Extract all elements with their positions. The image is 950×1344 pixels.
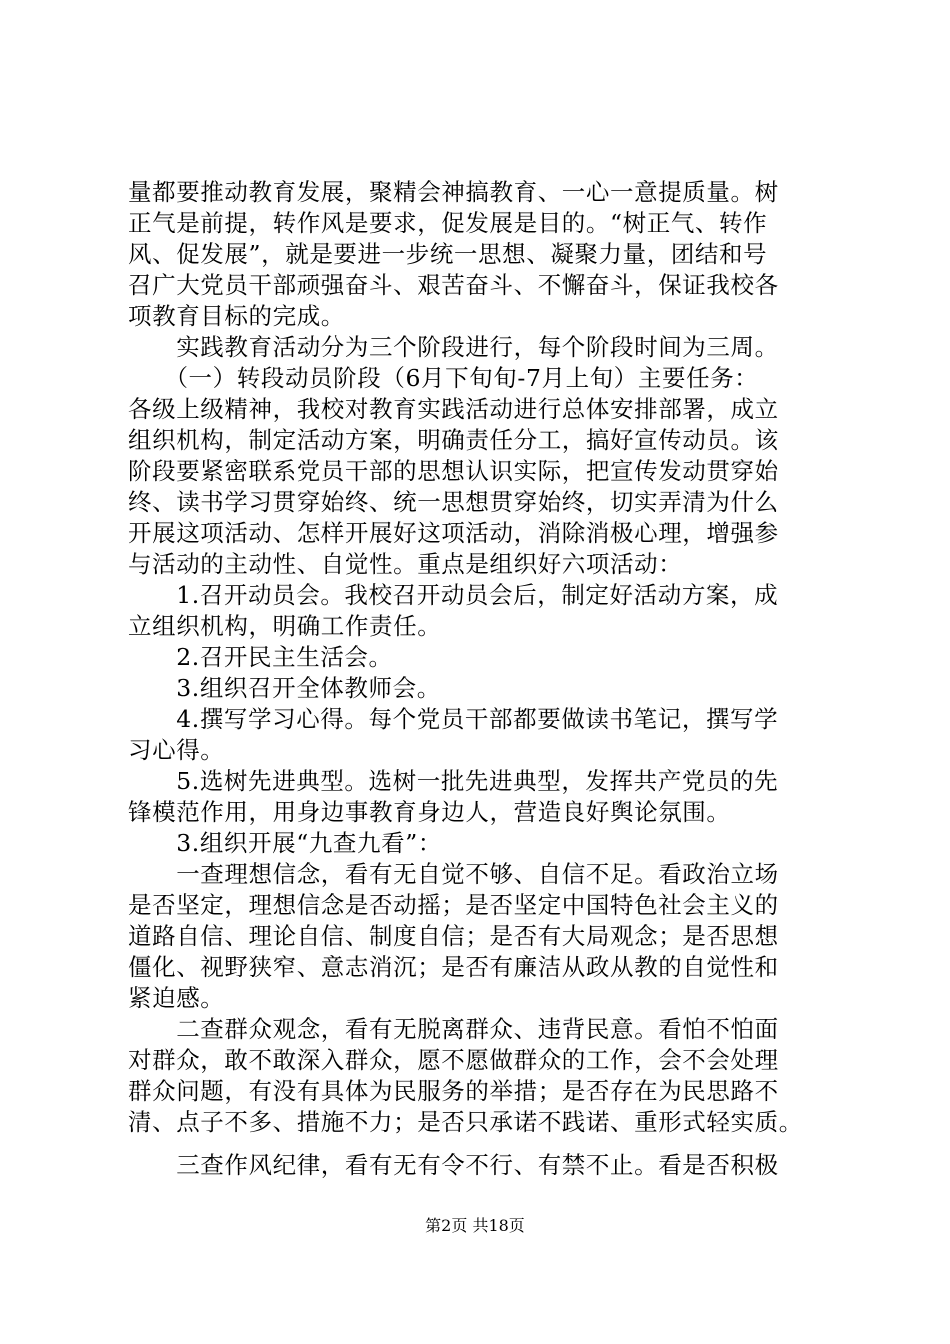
text-line: （一）转段动员阶段（6月下旬旬-7月上旬）主要任务： xyxy=(128,364,759,392)
text-line: 道路自信、理论自信、制度自信；是否有大局观念；是否思想 xyxy=(128,922,779,950)
text-line: 习心得。 xyxy=(128,736,225,764)
text-line: 清、点子不多、措施不力；是否只承诺不践诺、重形式轻实质。 xyxy=(128,1108,803,1136)
text-line: 对群众，敢不敢深入群众，愿不愿做群众的工作，会不会处理 xyxy=(128,1046,779,1074)
text-line: 3.组织开展“九查九看”： xyxy=(128,829,442,857)
text-line: 实践教育活动分为三个阶段进行，每个阶段时间为三周。 xyxy=(128,333,779,361)
text-line: 是否坚定，理想信念是否动摇；是否坚定中国特色社会主义的 xyxy=(128,891,779,919)
text-line: 各级上级精神，我校对教育实践活动进行总体安排部署，成立 xyxy=(128,395,779,423)
document-body xyxy=(128,177,833,1181)
text-line: 2.召开民主生活会。 xyxy=(128,643,393,671)
text-line: 二查群众观念，看有无脱离群众、违背民意。看怕不怕面 xyxy=(128,1015,779,1043)
text-line: 4.撰写学习心得。每个党员干部都要做读书笔记，撰写学 xyxy=(128,705,779,733)
text-line: 5.选树先进典型。选树一批先进典型，发挥共产党员的先 xyxy=(128,767,779,795)
text-line: 僵化、视野狭窄、意志消沉；是否有廉洁从政从教的自觉性和 xyxy=(128,953,779,981)
text-line: 正气是前提，转作风是要求，促发展是目的。“树正气、转作 xyxy=(128,209,768,237)
text-line: 3.组织召开全体教师会。 xyxy=(128,674,441,702)
text-line: 量都要推动教育发展，聚精会神搞教育、一心一意提质量。树 xyxy=(128,178,779,206)
text-line: 群众问题，有没有具体为民服务的举措；是否存在为民思路不 xyxy=(128,1077,779,1105)
text-line: 开展这项活动、怎样开展好这项活动，消除消极心理，增强参 xyxy=(128,519,779,547)
text-line: 紧迫感。 xyxy=(128,984,225,1012)
text-line: 风、促发展”，就是要进一步统一思想、凝聚力量，团结和号 xyxy=(128,240,768,268)
text-line: 与活动的主动性、自觉性。重点是组织好六项活动： xyxy=(128,550,683,578)
text-line: 锋模范作用，用身边事教育身边人，营造良好舆论氛围。 xyxy=(128,798,731,826)
text-line: 三查作风纪律，看有无有令不行、有禁不止。看是否积极 xyxy=(128,1151,779,1179)
text-line: 阶段要紧密联系党员干部的思想认识实际，把宣传发动贯穿始 xyxy=(128,457,779,485)
text-line: 项教育目标的完成。 xyxy=(128,302,345,330)
text-line: 组织机构，制定活动方案，明确责任分工，搞好宣传动员。该 xyxy=(128,426,779,454)
text-line: 1.召开动员会。我校召开动员会后，制定好活动方案，成 xyxy=(128,581,779,609)
text-line: 立组织机构，明确工作责任。 xyxy=(128,612,442,640)
text-line: 一查理想信念，看有无自觉不够、自信不足。看政治立场 xyxy=(128,860,779,888)
text-line: 召广大党员干部顽强奋斗、艰苦奋斗、不懈奋斗，保证我校各 xyxy=(128,271,779,299)
paragraph-gap xyxy=(128,1138,833,1150)
text-line: 终、读书学习贯穿始终、统一思想贯穿始终，切实弄清为什么 xyxy=(128,488,779,516)
page-footer: 第2页 共18页 xyxy=(425,1216,525,1235)
